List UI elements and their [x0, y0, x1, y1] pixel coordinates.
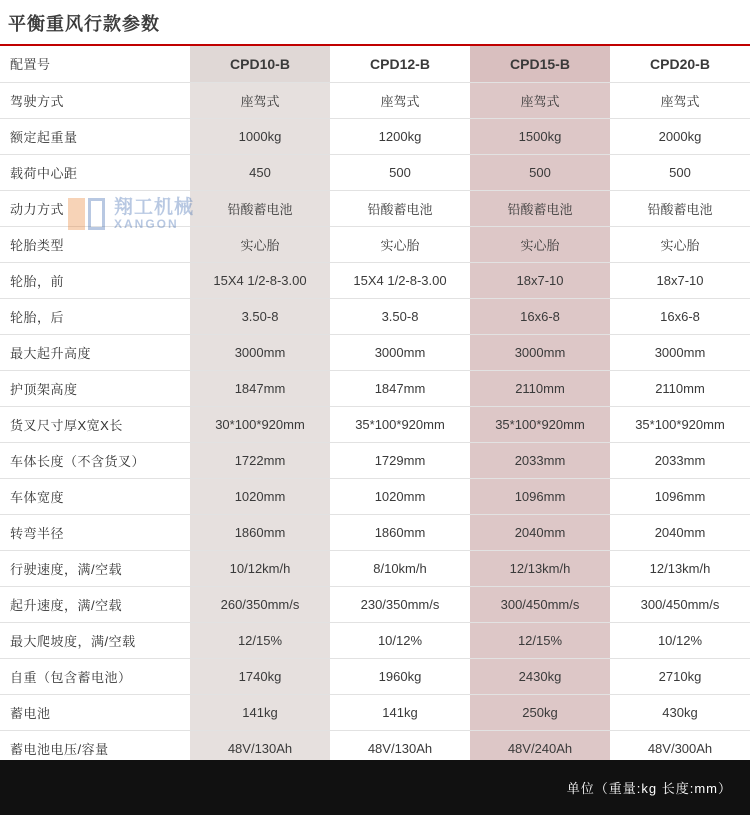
cell-r14-c1: 230/350mm/s: [330, 586, 470, 622]
row-label: 护顶架高度: [0, 370, 190, 406]
cell-r8-c3: 2110mm: [610, 370, 750, 406]
footer-bar: [0, 760, 750, 815]
cell-r1-c2: 1500kg: [470, 118, 610, 154]
cell-r6-c3: 16x6-8: [610, 298, 750, 334]
cell-r13-c2: 12/13km/h: [470, 550, 610, 586]
cell-r0-c3: 座驾式: [610, 82, 750, 118]
page-title: 平衡重风行款参数: [8, 14, 160, 34]
table-row: [0, 334, 750, 370]
cell-r7-c2: 3000mm: [470, 334, 610, 370]
cell-r6-c1: 3.50-8: [330, 298, 470, 334]
table-row: [0, 622, 750, 658]
cell-r5-c2: 18x7-10: [470, 262, 610, 298]
row-label: 驾驶方式: [0, 82, 190, 118]
cell-r0-c1: 座驾式: [330, 82, 470, 118]
cell-r18-c2: 48V/240Ah: [470, 730, 610, 766]
cell-r1-c1: 1200kg: [330, 118, 470, 154]
cell-r4-c2: 实心胎: [470, 226, 610, 262]
row-label: 轮胎类型: [0, 226, 190, 262]
cell-r11-c2: 1096mm: [470, 478, 610, 514]
cell-r18-c3: 48V/300Ah: [610, 730, 750, 766]
cell-r15-c2: 12/15%: [470, 622, 610, 658]
row-label: 行驶速度，满/空载: [0, 550, 190, 586]
cell-r0-c0: 座驾式: [190, 82, 330, 118]
cell-r13-c0: 10/12km/h: [190, 550, 330, 586]
cell-r12-c1: 1860mm: [330, 514, 470, 550]
table-body: [0, 46, 750, 766]
cell-r9-c1: 35*100*920mm: [330, 406, 470, 442]
row-label: 最大起升高度: [0, 334, 190, 370]
cell-r2-c1: 500: [330, 154, 470, 190]
cell-r17-c0: 141kg: [190, 694, 330, 730]
watermark-brand-en: XANGON: [114, 216, 179, 231]
cell-r4-c0: 实心胎: [190, 226, 330, 262]
table-header-cell-model-2: CPD12-B: [330, 46, 470, 82]
table-row: [0, 226, 750, 262]
cell-r10-c0: 1722mm: [190, 442, 330, 478]
table-row: [0, 442, 750, 478]
cell-r14-c2: 300/450mm/s: [470, 586, 610, 622]
cell-r11-c3: 1096mm: [610, 478, 750, 514]
cell-r17-c3: 430kg: [610, 694, 750, 730]
cell-r5-c1: 15X4 1/2-8-3.00: [330, 262, 470, 298]
table-row: [0, 370, 750, 406]
cell-r10-c2: 2033mm: [470, 442, 610, 478]
cell-r14-c0: 260/350mm/s: [190, 586, 330, 622]
table-header-cell-config: 配置号: [0, 46, 190, 82]
cell-r5-c0: 15X4 1/2-8-3.00: [190, 262, 330, 298]
cell-r13-c3: 12/13km/h: [610, 550, 750, 586]
cell-r13-c1: 8/10km/h: [330, 550, 470, 586]
cell-r0-c2: 座驾式: [470, 82, 610, 118]
cell-r4-c3: 实心胎: [610, 226, 750, 262]
row-label: 起升速度，满/空载: [0, 586, 190, 622]
cell-r16-c0: 1740kg: [190, 658, 330, 694]
row-label: 货叉尺寸厚X宽X长: [0, 406, 190, 442]
table-header-cell-model-1: CPD10-B: [190, 46, 330, 82]
table-row: [0, 406, 750, 442]
specification-table: [0, 46, 750, 767]
row-label: 载荷中心距: [0, 154, 190, 190]
cell-r6-c0: 3.50-8: [190, 298, 330, 334]
table-row: [0, 658, 750, 694]
row-label: 车体宽度: [0, 478, 190, 514]
table-row: [0, 154, 750, 190]
cell-r12-c3: 2040mm: [610, 514, 750, 550]
cell-r15-c1: 10/12%: [330, 622, 470, 658]
cell-r16-c1: 1960kg: [330, 658, 470, 694]
cell-r11-c0: 1020mm: [190, 478, 330, 514]
row-label: 最大爬坡度，满/空载: [0, 622, 190, 658]
cell-r7-c3: 3000mm: [610, 334, 750, 370]
row-label: 蓄电池: [0, 694, 190, 730]
cell-r9-c2: 35*100*920mm: [470, 406, 610, 442]
cell-r2-c3: 500: [610, 154, 750, 190]
cell-r16-c3: 2710kg: [610, 658, 750, 694]
watermark-brand-cn: 翔工机械: [114, 196, 195, 218]
table-row: [0, 514, 750, 550]
table-header-row: [0, 46, 750, 82]
table-row: [0, 478, 750, 514]
table-row: [0, 262, 750, 298]
cell-r15-c0: 12/15%: [190, 622, 330, 658]
cell-r3-c0: 铅酸蓄电池: [190, 190, 330, 226]
cell-r16-c2: 2430kg: [470, 658, 610, 694]
cell-r1-c3: 2000kg: [610, 118, 750, 154]
table-row: [0, 82, 750, 118]
cell-r14-c3: 300/450mm/s: [610, 586, 750, 622]
table-row: [0, 298, 750, 334]
unit-note: 单位（重量:kg 长度:mm）: [566, 781, 732, 796]
row-label: 额定起重量: [0, 118, 190, 154]
cell-r6-c2: 16x6-8: [470, 298, 610, 334]
cell-r18-c1: 48V/130Ah: [330, 730, 470, 766]
cell-r8-c1: 1847mm: [330, 370, 470, 406]
cell-r12-c0: 1860mm: [190, 514, 330, 550]
row-label: 轮胎，前: [0, 262, 190, 298]
row-label: 轮胎，后: [0, 298, 190, 334]
table-header-cell-model-3: CPD15-B: [470, 46, 610, 82]
row-label: 转弯半径: [0, 514, 190, 550]
cell-r3-c2: 铅酸蓄电池: [470, 190, 610, 226]
cell-r15-c3: 10/12%: [610, 622, 750, 658]
cell-r2-c2: 500: [470, 154, 610, 190]
table-header-cell-model-4: CPD20-B: [610, 46, 750, 82]
row-label: 动力方式: [0, 190, 190, 226]
row-label: 自重（包含蓄电池）: [0, 658, 190, 694]
cell-r3-c1: 铅酸蓄电池: [330, 190, 470, 226]
cell-r9-c0: 30*100*920mm: [190, 406, 330, 442]
cell-r12-c2: 2040mm: [470, 514, 610, 550]
table-row: [0, 550, 750, 586]
cell-r7-c0: 3000mm: [190, 334, 330, 370]
cell-r17-c2: 250kg: [470, 694, 610, 730]
table-row: [0, 118, 750, 154]
cell-r2-c0: 450: [190, 154, 330, 190]
cell-r3-c3: 铅酸蓄电池: [610, 190, 750, 226]
cell-r4-c1: 实心胎: [330, 226, 470, 262]
cell-r1-c0: 1000kg: [190, 118, 330, 154]
cell-r17-c1: 141kg: [330, 694, 470, 730]
table-row: [0, 694, 750, 730]
row-label: 车体长度（不含货叉）: [0, 442, 190, 478]
cell-r8-c2: 2110mm: [470, 370, 610, 406]
cell-r10-c1: 1729mm: [330, 442, 470, 478]
cell-r5-c3: 18x7-10: [610, 262, 750, 298]
table-row: [0, 190, 750, 226]
cell-r7-c1: 3000mm: [330, 334, 470, 370]
cell-r9-c3: 35*100*920mm: [610, 406, 750, 442]
table-row: [0, 586, 750, 622]
cell-r10-c3: 2033mm: [610, 442, 750, 478]
cell-r18-c0: 48V/130Ah: [190, 730, 330, 766]
cell-r11-c1: 1020mm: [330, 478, 470, 514]
row-label: 蓄电池电压/容量: [0, 730, 190, 766]
cell-r8-c0: 1847mm: [190, 370, 330, 406]
